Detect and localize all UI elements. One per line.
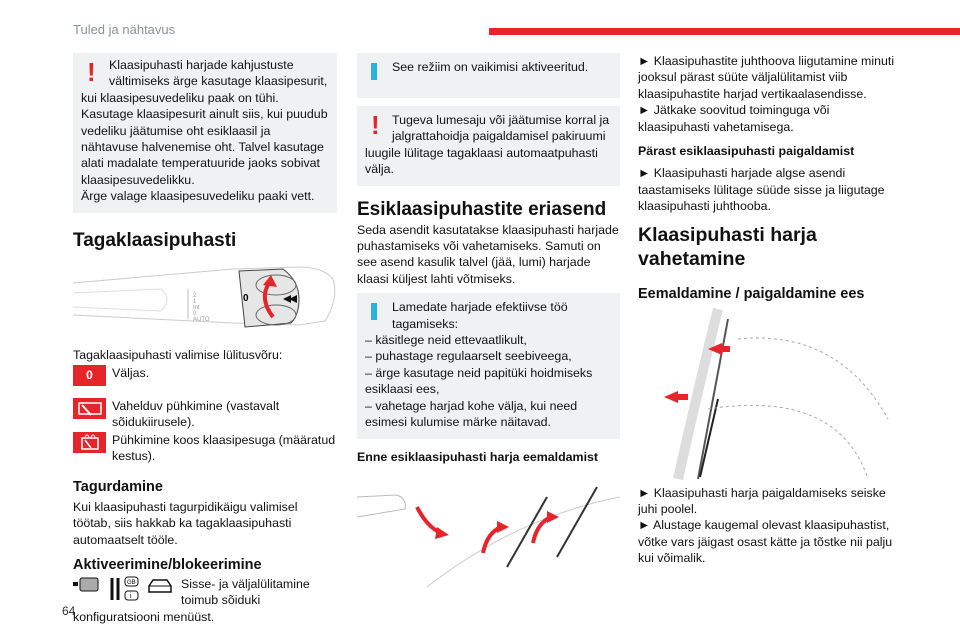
body-text: Kui klaasipuhasti tagurpidikäigu valimisel töötab, siis hakkab ka tagaklaasipuhasti automaatselt tööle. — [73, 499, 298, 547]
info-icon — [371, 63, 377, 80]
wipe-wash-icon — [73, 432, 106, 453]
stalk-label: Int — [193, 304, 200, 311]
warning-text: Klaasipuhasti harjade kahjustuste vältimiseks ärge kasutage klaasipesurit, — [109, 58, 328, 89]
ring-option — [73, 398, 337, 431]
ring-option — [73, 432, 337, 465]
option-label: Väljas. — [112, 366, 150, 381]
section-title: Tagaklaasipuhasti — [73, 229, 237, 251]
ring-option — [73, 365, 337, 386]
info-box — [357, 293, 620, 438]
info-list-item: – käsitlege neid ettevaatlikult, — [365, 333, 527, 348]
page-number: 64 — [62, 604, 76, 618]
car-icon — [147, 576, 173, 596]
i-label: i — [130, 592, 132, 600]
subsection-title: Aktiveerimine/blokeerimine — [73, 556, 262, 573]
warning-text: Tugeva lumesaju või jäätumise korral ja jalgrattahoidja paigaldamisel pakiruumi — [392, 113, 610, 144]
column-1 — [73, 53, 337, 625]
front-wiper-illustration — [357, 477, 620, 587]
subsection-title: Enne esiklaasipuhasti harja eemaldamist — [357, 449, 599, 464]
svg-text:0: 0 — [243, 292, 249, 304]
column-3 — [638, 53, 902, 567]
rear-wiper-stalk-illustration — [73, 259, 337, 333]
step-text: ► Klaasipuhasti harja paigaldamiseks seiske juhi poolel. — [638, 485, 886, 517]
info-list-item: – ärge kasutage neid papitüki hoidmiseks esiklaasi ees, — [365, 365, 593, 397]
off-icon: 0 — [73, 365, 106, 386]
body-text: Sisse- ja väljalülitamine toimub sõiduki — [181, 576, 310, 608]
subsection-title: Tagurdamine — [73, 478, 163, 495]
warning-text: luugile lülitage tagaklaasi automaatpuhasti välja. — [365, 145, 598, 177]
stalk-label: 1 — [193, 298, 197, 305]
stalk-label: AUTO — [193, 316, 210, 323]
section-title: Esiklaasipuhastite eriasend — [357, 198, 607, 220]
body-text: Seda asendit kasutatakse klaasipuhasti harjade puhastamiseks või vahetamiseks. Samuti on see asend kasulik talvel (jää, lumi) harjade klaasi küljest lahti võtmiseks. — [357, 222, 619, 286]
warning-box — [73, 53, 337, 213]
option-label: Vahelduv pühkimine (vastavalt sõidukiirusele). — [112, 399, 280, 430]
info-text: Lamedate harjade efektiivse töö tagamiseks: — [392, 300, 568, 331]
warning-text: Ärge valage klaasipesuvedeliku paaki vett. — [81, 189, 315, 204]
subsection-title: Pärast esiklaasipuhasti paigaldamist — [638, 144, 855, 159]
option-label: Pühkimine koos klaasipesuga (määratud kestus). — [112, 432, 336, 464]
info-text: See režiim on vaikimisi aktiveeritud. — [392, 60, 589, 74]
info-list-item: – puhastage regulaarselt seebiveega, — [365, 349, 572, 364]
column-2 — [357, 53, 620, 587]
intermittent-wipe-icon — [73, 398, 106, 419]
section-title: Klaasipuhasti harja vahetamine — [638, 223, 817, 270]
body-text: konfiguratsiooni menüüst. — [73, 609, 215, 624]
gb-label: GB — [127, 579, 136, 586]
stalk-label: 2 — [193, 292, 197, 299]
step-text: ► Klaasipuhasti harjade algse asendi taastamiseks lülitage süüde sisse ja liigutage klaasipuhasti juhthooba. — [638, 166, 885, 214]
menu-button-icon — [73, 576, 99, 596]
warning-text: kui klaasipesuvedeliku paak on tühi. Kasutage klaasipesurit ainult siis, kui puudub vedeliku jäätumise oht esiklaasil ja nähtavuse halvenemise oht. Talvel kasutage alati madalate temperatuuride jaoks sobivat klaasipesuvedelikku. — [81, 90, 328, 187]
info-icon — [371, 303, 377, 320]
info-list-item: – vahetage harjad kohe välja, kui need esimesi kulumise märke näitavad. — [365, 398, 578, 430]
step-text: ► Alustage kaugemal olevast klaasipuhastist, võtke vars jäigast osast kätte ja tõstke nii palju kui võimalik. — [638, 518, 893, 566]
settings-gb-icon — [107, 576, 139, 602]
wiper-replacement-illustration — [638, 309, 902, 479]
warning-icon: ! — [87, 57, 96, 87]
info-box — [357, 53, 620, 98]
step-text: ► Klaasipuhastite juhthoova liigutamine minuti jooksul pärast süüte väljalülitamist viib klaasipuhastite harjad vertikaalasendisse. — [638, 54, 895, 101]
header-accent-bar — [489, 28, 960, 35]
step-text: ► Jätkake soovitud toiminguga või klaasipuhasti vahetamisega. — [638, 103, 830, 134]
subsection-title: Eemaldamine / paigaldamine ees — [638, 285, 865, 302]
warning-icon: ! — [371, 110, 380, 140]
warning-box — [357, 106, 620, 186]
section-header: Tuled ja nähtavus — [73, 22, 176, 37]
stalk-label: 0 — [193, 310, 197, 317]
ring-intro: Tagaklaasipuhasti valimise lülitusvõru: — [73, 347, 283, 362]
